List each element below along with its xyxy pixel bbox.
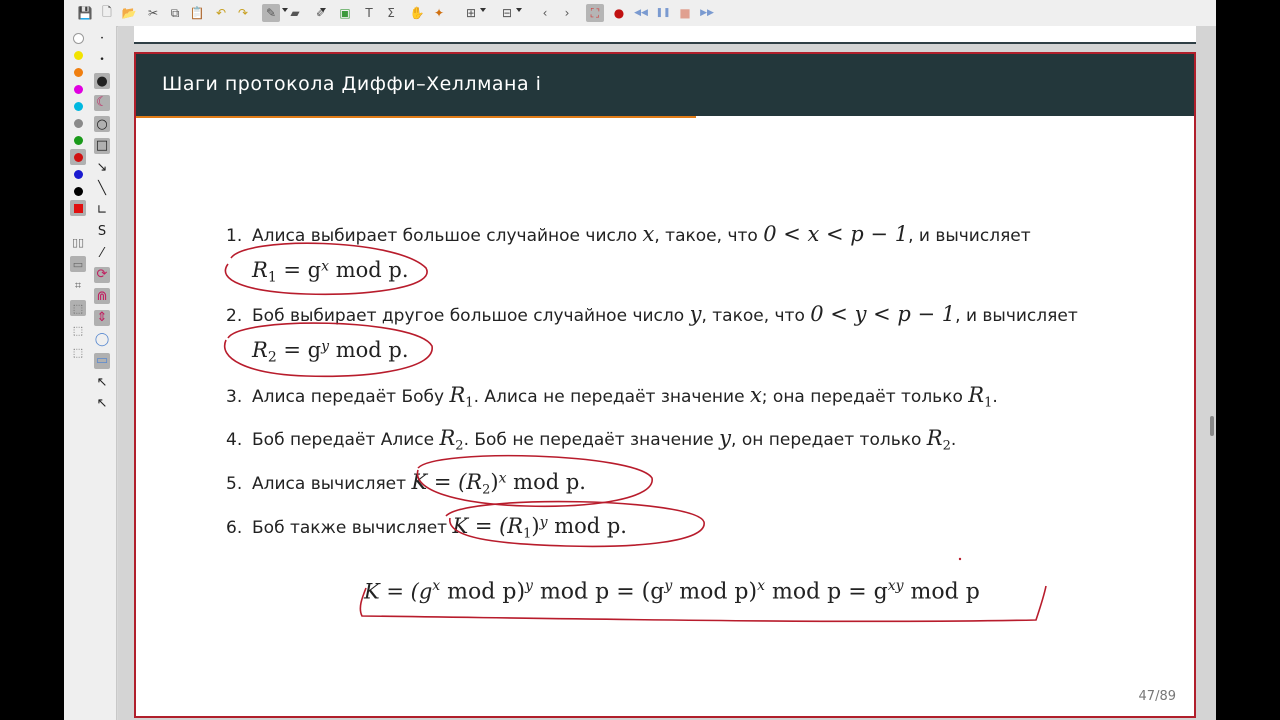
list-item-5: 5. Алиса вычисляет $K = (R_2)^x$ mod p.	[226, 470, 586, 498]
select-cursor-icon[interactable]: ↖	[96, 396, 108, 411]
hand-tool-icon[interactable]: ✋	[409, 6, 425, 20]
math-var: x	[642, 222, 655, 246]
select-dashed-icon[interactable]: ⬚	[72, 323, 84, 337]
square-icon[interactable]: □	[95, 138, 109, 153]
ruler-icon[interactable]: ⁄	[100, 245, 104, 261]
math-icon[interactable]: Σ	[387, 6, 395, 20]
image-icon[interactable]: ▣	[339, 6, 351, 20]
item-text: , такое, что	[701, 306, 811, 326]
list-number: 5.	[226, 474, 243, 494]
prev-page-icon[interactable]: ‹	[542, 6, 548, 20]
color-swatch[interactable]	[70, 81, 86, 97]
cut-icon[interactable]: ✂	[147, 6, 159, 20]
dropdown-arrow-icon[interactable]	[282, 8, 288, 12]
delete-page-icon[interactable]: ⊟	[501, 6, 513, 20]
list-item-6: 6. Боб также вычисляет $K = (R_1)^y$ mod p.	[226, 514, 627, 542]
copy-icon[interactable]: ⧉	[170, 5, 180, 20]
line-icon[interactable]: ╲	[98, 181, 106, 196]
vertical-scrollbar-thumb[interactable]	[1210, 416, 1214, 436]
layout-icon[interactable]: ▯▯	[71, 235, 85, 249]
undo-icon[interactable]: ↶	[215, 6, 227, 20]
redo-icon[interactable]: ↷	[237, 6, 249, 20]
item-text: , и вычисляет	[955, 306, 1078, 326]
item-text: , и вычисляет	[908, 226, 1031, 246]
magic-wand-icon[interactable]: ✦	[433, 6, 445, 20]
color-swatch[interactable]	[70, 132, 86, 148]
list-number: 3.	[226, 387, 243, 407]
record-icon[interactable]: ●	[613, 6, 625, 20]
list-item-4: 4. Боб передаёт Алисе $R_2$. Боб не передаёт значение y, он передает только $R_2$.	[226, 426, 957, 454]
stop-icon[interactable]: ■	[679, 6, 691, 20]
fullscreen-icon[interactable]: ⛶	[586, 4, 604, 22]
slide-body	[136, 118, 1194, 716]
dot-medium-icon[interactable]: •	[99, 54, 105, 65]
color-swatch[interactable]	[70, 149, 86, 165]
formula-r2: $R_2 = g^y$ mod p.	[252, 338, 409, 366]
document-canvas[interactable]	[118, 26, 1216, 720]
final-key-formula: $K = (g^x$ mod p)$^y$ mod $p = (g^y$ mod p)$^x$ mod $p = g^{xy}$ mod p	[364, 578, 980, 605]
item-text: Алиса выбирает большое случайное число	[252, 226, 643, 246]
eraser-icon[interactable]: ▰	[290, 6, 300, 20]
item-text: Боб выбирает другое большое случайное число	[252, 306, 690, 326]
previous-slide-edge	[134, 26, 1196, 44]
s-curve-icon[interactable]: S	[97, 224, 107, 239]
magnet-icon[interactable]: ⋒	[94, 288, 110, 304]
annotation-dot	[959, 558, 961, 560]
formula-r1: $R_1 = g^x$ mod p.	[252, 258, 409, 286]
math-condition: 0 < y < p − 1	[810, 302, 956, 326]
add-page-icon[interactable]: ⊞	[465, 6, 477, 20]
pen-tool-icon[interactable]: ✎	[262, 4, 280, 22]
list-number: 4.	[226, 430, 243, 450]
toolbar	[64, 0, 1216, 27]
crop-icon[interactable]: ⌗	[74, 279, 82, 292]
list-number: 1.	[226, 226, 243, 246]
slide[interactable]	[134, 52, 1196, 718]
text-tool-icon[interactable]: T	[365, 6, 373, 20]
window-icon[interactable]: ▭	[70, 256, 86, 272]
color-swatch[interactable]	[70, 64, 86, 80]
resize-icon[interactable]: ⇕	[94, 310, 110, 326]
highlighter-icon[interactable]: ✐	[315, 6, 327, 20]
select-lasso-icon[interactable]: ⬚	[72, 345, 84, 359]
page-number: 47/89	[1138, 689, 1176, 704]
crescent-icon[interactable]: ☾	[94, 95, 110, 111]
open-folder-icon[interactable]: 📂	[121, 6, 137, 20]
color-swatch[interactable]	[70, 115, 86, 131]
item-text: , такое, что	[654, 226, 764, 246]
new-file-icon[interactable]: 🗋	[102, 4, 112, 19]
color-swatch[interactable]	[70, 183, 86, 199]
l-shape-icon[interactable]: ∟	[96, 202, 108, 218]
pen-annotations	[136, 118, 1194, 716]
dropdown-arrow-icon[interactable]	[480, 8, 486, 12]
color-swatch[interactable]	[70, 200, 86, 216]
circle-icon[interactable]: ○	[94, 116, 110, 132]
dropdown-arrow-icon[interactable]	[320, 8, 326, 12]
dropdown-arrow-icon[interactable]	[516, 8, 522, 12]
cursor-icon[interactable]: ↖	[96, 374, 108, 390]
arrow-icon[interactable]: ↘	[96, 159, 108, 175]
slide-header	[136, 54, 1194, 116]
rewind-icon[interactable]: ◀◀	[634, 8, 648, 18]
color-swatch[interactable]	[70, 47, 86, 63]
save-icon[interactable]: 💾	[77, 6, 93, 20]
ellipse-icon[interactable]: ◯	[94, 331, 110, 347]
list-item-2	[226, 302, 1078, 326]
list-number: 2.	[226, 306, 243, 326]
dot-large-icon[interactable]: ●	[94, 73, 110, 89]
color-swatch[interactable]	[70, 30, 86, 46]
paste-icon[interactable]: 📋	[189, 6, 205, 20]
fast-forward-icon[interactable]: ▶▶	[700, 8, 714, 18]
math-condition: 0 < x < p − 1	[763, 222, 909, 246]
app-window	[64, 0, 1216, 720]
next-page-icon[interactable]: ›	[564, 6, 570, 20]
color-swatch[interactable]	[70, 98, 86, 114]
color-swatch[interactable]	[70, 166, 86, 182]
select-rect-icon[interactable]: ⬚	[70, 300, 86, 316]
dot-small-icon[interactable]: •	[100, 34, 104, 42]
list-item-3: 3. Алиса передаёт Бобу $R_1$. Алиса не передаёт значение x; она передаёт только $R_1$.	[226, 383, 998, 411]
math-var: y	[689, 302, 702, 326]
list-item-1	[226, 222, 1031, 246]
pause-icon[interactable]: ❚❚	[655, 8, 671, 18]
list-number: 6.	[226, 518, 243, 538]
rotate-icon[interactable]: ⟳	[94, 267, 110, 283]
tool-palette	[64, 26, 117, 720]
slide-title: Шаги протокола Диффи–Хеллмана i	[162, 73, 542, 95]
rectangle-icon[interactable]: ▭	[95, 353, 109, 368]
